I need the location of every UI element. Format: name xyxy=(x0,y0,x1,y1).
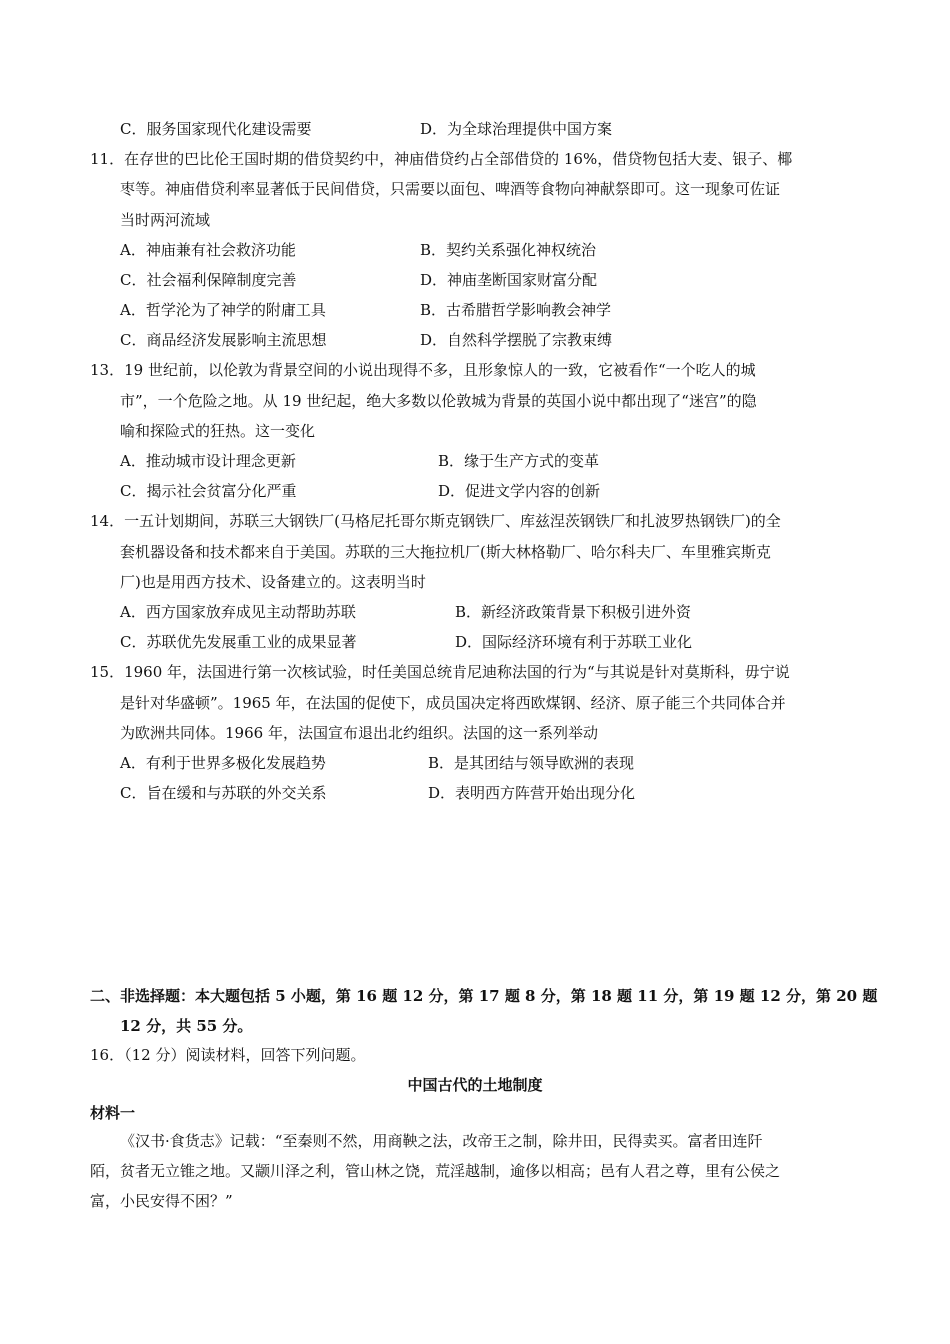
q16-material-line-2: 陌，贫者无立锥之地。又颛川泽之利，管山林之饶，荒淫越制，逾侈以相高；邑有人君之尊，里有公侯之 xyxy=(90,1162,781,1180)
q11-option-a: A．神庙兼有社会救济功能 xyxy=(120,241,296,259)
q15-stem-line-1: 15．1960 年，法国进行第一次核试验，时任美国总统肯尼迪称法国的行为“与其说是针对莫斯科，毋宁说 xyxy=(90,663,790,681)
q15-stem-line-2: 是针对华盛顿”。1965 年，在法国的促使下，成员国决定将西欧煤钢、经济、原子能三个共同体合并 xyxy=(120,694,786,712)
section2-heading-line-1: 二、非选择题：本大题包括 5 小题，第 16 题 12 分，第 17 题 8 分，第 18 题 11 分，第 19 题 12 分，第 20 题 xyxy=(90,987,878,1005)
q12-option-b: B．古希腊哲学影响教会神学 xyxy=(420,301,612,319)
q10-option-c: C．服务国家现代化建设需要 xyxy=(120,120,312,138)
q16-material-title: 中国古代的土地制度 xyxy=(407,1076,543,1094)
q16-material-line-1: 《汉书·食货志》记载：“至秦则不然，用商鞅之法，改帝王之制，除井田，民得卖买。富者田连阡 xyxy=(120,1132,763,1150)
q11-option-b: B．契约关系强化神权统治 xyxy=(420,241,597,259)
q15-option-b: B．是其团结与领导欧洲的表现 xyxy=(428,754,635,772)
q11-stem-line-3: 当时两河流域 xyxy=(120,211,211,229)
q14-stem-line-3: 厂)也是用西方技术、设备建立的。这表明当时 xyxy=(120,573,426,591)
q13-option-d: D．促进文学内容的创新 xyxy=(438,482,601,500)
q10-option-d: D．为全球治理提供中国方案 xyxy=(420,120,613,138)
q15-option-c: C．旨在缓和与苏联的外交关系 xyxy=(120,784,327,802)
q13-stem-line-1: 13．19 世纪前，以伦敦为背景空间的小说出现得不多，且形象惊人的一致，它被看作“一个吃人的城 xyxy=(90,361,756,379)
q14-option-a: A．西方国家放弃成见主动帮助苏联 xyxy=(120,603,356,621)
q11-stem-line-1: 11．在存世的巴比伦王国时期的借贷契约中，神庙借贷约占全部借贷的 16%，借贷物包括大麦、银子、椰 xyxy=(90,150,793,168)
q15-option-a: A．有利于世界多极化发展趋势 xyxy=(120,754,326,772)
q16-material-line-3: 富，小民安得不困？” xyxy=(90,1192,233,1210)
q11-option-c: C．社会福利保障制度完善 xyxy=(120,271,297,289)
q12-option-a: A．哲学沦为了神学的附庸工具 xyxy=(120,301,326,319)
q15-stem-line-3: 为欧洲共同体。1966 年，法国宣布退出北约组织。法国的这一系列举动 xyxy=(120,724,598,742)
q13-option-a: A．推动城市设计理念更新 xyxy=(120,452,296,470)
q14-option-d: D．国际经济环境有利于苏联工业化 xyxy=(455,633,693,651)
q14-stem-line-1: 14．一五计划期间，苏联三大钢铁厂(马格尼托哥尔斯克钢铁厂、库兹涅茨钢铁厂和扎波罗热钢铁厂)的全 xyxy=(90,512,781,530)
q12-option-c: C．商品经济发展影响主流思想 xyxy=(120,331,327,349)
q15-option-d: D．表明西方阵营开始出现分化 xyxy=(428,784,636,802)
q12-option-d: D．自然科学摆脱了宗教束缚 xyxy=(420,331,613,349)
q16-intro: 16．（12 分）阅读材料，回答下列问题。 xyxy=(90,1046,366,1064)
q11-stem-line-2: 枣等。神庙借贷利率显著低于民间借贷，只需要以面包、啤酒等食物向神献祭即可。这一现象可佐证 xyxy=(120,180,781,198)
q11-option-d: D．神庙垄断国家财富分配 xyxy=(420,271,598,289)
q14-option-b: B．新经济政策背景下积极引进外资 xyxy=(455,603,692,621)
q16-material-label: 材料一 xyxy=(90,1104,136,1122)
q14-stem-line-2: 套机器设备和技术都来自于美国。苏联的三大拖拉机厂(斯大林格勒厂、哈尔科夫厂、车里雅宾斯克 xyxy=(120,543,771,561)
q13-option-b: B．缘于生产方式的变革 xyxy=(438,452,600,470)
section2-heading-line-2: 12 分，共 55 分。 xyxy=(120,1017,253,1035)
q13-option-c: C．揭示社会贫富分化严重 xyxy=(120,482,297,500)
q14-option-c: C．苏联优先发展重工业的成果显著 xyxy=(120,633,357,651)
q13-stem-line-2: 市”，一个危险之地。从 19 世纪起，绝大多数以伦敦城为背景的英国小说中都出现了“迷宫”的隐 xyxy=(120,392,757,410)
q13-stem-line-3: 喻和探险式的狂热。这一变化 xyxy=(120,422,316,440)
